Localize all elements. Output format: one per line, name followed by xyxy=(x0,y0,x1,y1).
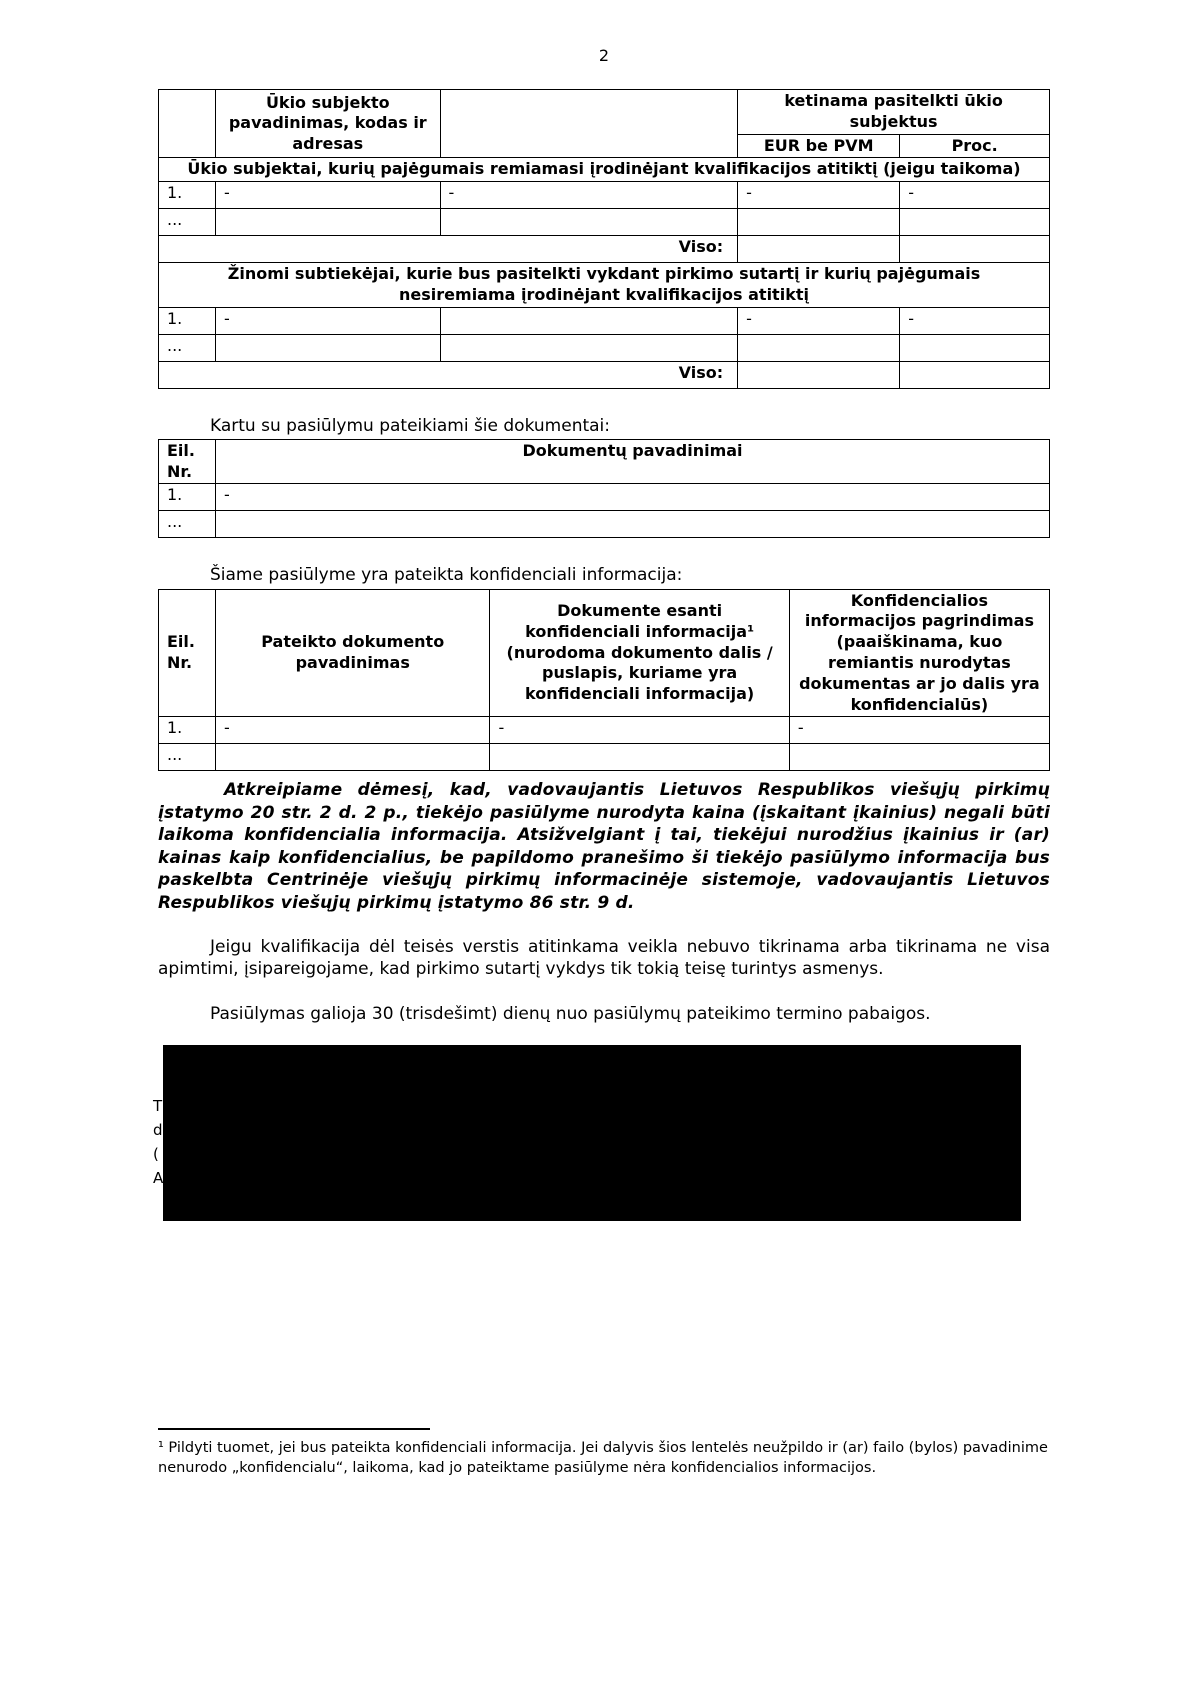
footnote-block xyxy=(158,1428,1050,1479)
section2-title: Žinomi subtiekėjai, kurie bus pasitelkti vykdant pirkimo sutartį ir kurių pajėgumais nesiremiama įrodinėjant kvalifikacijos atitiktį xyxy=(159,263,1050,308)
cell-reason xyxy=(789,744,1049,771)
header-cell-reason: Konfidencialios informacijos pagrindimas (paaiškinama, kuo remiantis nurodytas dokumentas ar jo dalis yra konfidencialūs) xyxy=(789,589,1049,717)
cell-nr: 1. xyxy=(159,307,216,334)
section-title-row xyxy=(159,263,1050,308)
documents-lead: Kartu su pasiūlymu pateikiami šie dokumentai: xyxy=(210,415,611,436)
redaction-black-box xyxy=(163,1045,1021,1221)
table-row xyxy=(159,511,1050,538)
page-content xyxy=(153,46,1050,1221)
cell-eur: - xyxy=(738,307,900,334)
cell-reason: - xyxy=(789,717,1049,744)
cell-nr: 1. xyxy=(159,717,216,744)
table-row xyxy=(159,307,1050,334)
subjects-table xyxy=(158,89,1050,389)
header-cell-empty-mid xyxy=(440,90,738,158)
header-cell-info: Dokumente esanti konfidenciali informacija¹ (nurodoma dokumento dalis / puslapis, kuriame yra konfidenciali informacija) xyxy=(490,589,789,717)
table-header-row xyxy=(159,90,1050,135)
cell-nr: ... xyxy=(159,209,216,236)
cell-nr: ... xyxy=(159,744,216,771)
confidential-table xyxy=(158,589,1050,772)
cell-eur xyxy=(738,334,900,361)
redacted-text-fragment: d xyxy=(153,1121,163,1140)
cell-eur: - xyxy=(738,182,900,209)
redacted-section xyxy=(153,1045,1050,1221)
cell-doc xyxy=(216,744,490,771)
cell-info: - xyxy=(490,717,789,744)
cell-doc: - xyxy=(216,717,490,744)
total-proc xyxy=(900,361,1050,388)
table-header-row xyxy=(159,589,1050,717)
total-label: Viso: xyxy=(159,236,738,263)
table-header-row xyxy=(159,439,1050,484)
documents-table xyxy=(158,439,1050,539)
total-eur xyxy=(738,236,900,263)
total-row xyxy=(159,361,1050,388)
confidential-lead: Šiame pasiūlyme yra pateikta konfidenciali informacija: xyxy=(210,565,683,586)
table-row xyxy=(159,484,1050,511)
header-cell-doc-names: Dokumentų pavadinimai xyxy=(216,439,1050,484)
cell-info xyxy=(490,744,789,771)
page-number: 2 xyxy=(598,46,610,65)
qualification-paragraph: Jeigu kvalifikacija dėl teisės verstis atitinkama veikla nebuvo tikrinama arba tikrinama ne visa apimtimi, įsipareigojame, kad pirkimo sutartį vykdys tik tokią teisę turintys asmenys. xyxy=(158,936,1050,980)
header-cell-nr: Eil. Nr. xyxy=(159,439,216,484)
section1-title: Ūkio subjektai, kurių pajėgumais remiamasi įrodinėjant kvalifikacijos atitiktį (jeigu taikoma) xyxy=(159,158,1050,182)
footnote-separator-line xyxy=(158,1428,430,1430)
header-cell-nr: Eil. Nr. xyxy=(159,589,216,717)
redacted-text-fragment: ( xyxy=(153,1145,159,1164)
cell-name xyxy=(216,334,441,361)
total-proc xyxy=(900,236,1050,263)
cell-doc-name: - xyxy=(216,484,1050,511)
total-row xyxy=(159,236,1050,263)
cell-name: - xyxy=(216,307,441,334)
cell-proc xyxy=(900,334,1050,361)
footnote-text: ¹ Pildyti tuomet, jei bus pateikta konfidenciali informacija. Jei dalyvis šios lentelės neužpildo ir (ar) failo (bylos) pavadinime nenurodo „konfidencialu“, laikoma, kad jo pateiktame pasiūlyme nėra konfidencialios informacijos. xyxy=(158,1440,1048,1477)
total-label: Viso: xyxy=(159,361,738,388)
cell-proc: - xyxy=(900,307,1050,334)
redacted-text-fragment: A xyxy=(153,1169,164,1188)
redacted-text-fragment: T xyxy=(153,1097,163,1116)
header-cell-subject-name: Ūkio subjekto pavadinimas, kodas ir adresas xyxy=(216,90,441,158)
table-row xyxy=(159,182,1050,209)
cell-extra: - xyxy=(440,182,738,209)
cell-extra xyxy=(440,307,738,334)
cell-nr: ... xyxy=(159,511,216,538)
cell-doc-name xyxy=(216,511,1050,538)
validity-paragraph: Pasiūlymas galioja 30 (trisdešimt) dienų nuo pasiūlymų pateikimo termino pabaigos. xyxy=(210,1003,931,1024)
cell-nr: ... xyxy=(159,334,216,361)
cell-proc: - xyxy=(900,182,1050,209)
cell-extra xyxy=(440,334,738,361)
section-title-row xyxy=(159,158,1050,182)
header-cell-empty-nr xyxy=(159,90,216,158)
table-row xyxy=(159,334,1050,361)
cell-proc xyxy=(900,209,1050,236)
header-cell-doc: Pateikto dokumento pavadinimas xyxy=(216,589,490,717)
table-row xyxy=(159,209,1050,236)
cell-name xyxy=(216,209,441,236)
table-row xyxy=(159,717,1050,744)
header-cell-group: ketinama pasitelkti ūkio subjektus xyxy=(738,90,1050,135)
table-row xyxy=(159,744,1050,771)
cell-nr: 1. xyxy=(159,484,216,511)
cell-extra xyxy=(440,209,738,236)
confidentiality-notice-paragraph: Atkreipiame dėmesį, kad, vadovaujantis Lietuvos Respublikos viešųjų pirkimų įstatymo 20 str. 2 d. 2 p., tiekėjo pasiūlyme nurodyta kaina (įskaitant įkainius) negali būti laikoma konfidencialia informacija. Atsižvelgiant į tai, tiekėjui nurodžius įkainius ir (ar) kainas kaip konfidencialius, be papildomo pranešimo ši tiekėjo pasiūlymo informacija bus paskelbta Centrinėje viešųjų pirkimų informacinėje sistemoje, vadovaujantis Lietuvos Respublikos viešųjų pirkimų įstatymo 86 str. 9 d. xyxy=(158,780,1050,913)
header-cell-proc: Proc. xyxy=(900,134,1050,158)
header-cell-eur: EUR be PVM xyxy=(738,134,900,158)
cell-nr: 1. xyxy=(159,182,216,209)
total-eur xyxy=(738,361,900,388)
cell-eur xyxy=(738,209,900,236)
cell-name: - xyxy=(216,182,441,209)
